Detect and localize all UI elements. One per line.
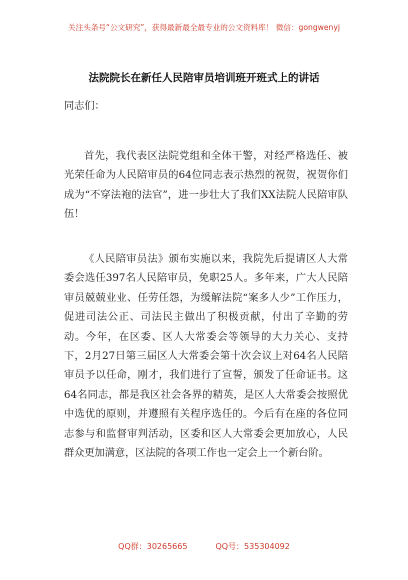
footer-qq: QQ号：535304092 xyxy=(215,542,290,551)
footer-qq-group: QQ群：30265665 xyxy=(118,542,188,551)
footer xyxy=(0,541,408,552)
header-notice: 关注头条号“公文研究”，获得最新最全最专业的公文资料库！ 微信：gongwenyj xyxy=(68,23,340,32)
paragraph-2: 《人民陪审员法》颁布实施以来，我院先后提请区人大常委会选任397名人民陪审员，免职25人。多年来，广大人民陪审员兢兢业业、任劳任怨，为缓解法院“案多人少”工作压力，促进司法公正、司法民主做出了积极贡献，付出了辛勤的劳动。今年，在区委、区人大常委会等领导的大力关心、支持下，2月27日第三届区人大常委会第十次会议上对64名人民陪审员予以任命，刚才，我们进行了宣誓，颁发了任命证书。这64名同志，都是我区社会各界的精英，是区人大常委会按照优中选优的原则，并遵照有关程序选任的。今后有在座的各位同志参与和监督审判活动，区委和区人大常委会更加放心，人民群众更加满意，区法院的各项工作也一定会上一个新台阶。 xyxy=(64,254,348,460)
salutation: 同志们： xyxy=(64,101,105,112)
document-title: 法院院长在新任人民陪审员培训班开班式上的讲话 xyxy=(88,72,320,84)
paragraph-1: 首先，我代表区法院党组和全体干警，对经严格选任、被光荣任命为人民陪审员的64位同志表示热烈的祝贺，祝贺你们成为“不穿法袍的法官”，进一步壮大了我们XX法院人民陪审队伍！ xyxy=(64,151,348,221)
